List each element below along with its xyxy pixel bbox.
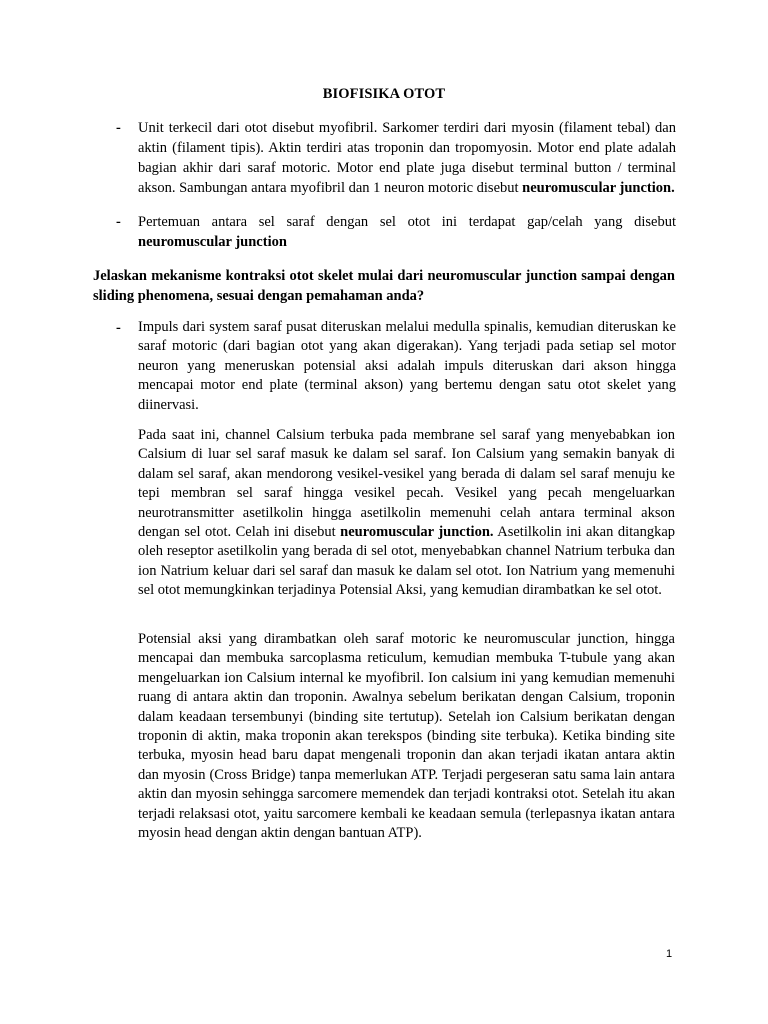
bullet-dash: -	[116, 214, 121, 230]
list-item	[116, 212, 676, 252]
bullet-body: Pertemuan antara sel saraf dengan sel otot ini terdapat gap/celah yang disebut	[138, 214, 676, 230]
paragraph-bold-term: neuromuscular junction.	[340, 524, 494, 541]
bullet-body: Unit terkecil dari otot disebut myofibril. Sarkomer terdiri dari myosin (filament tebal) dan aktin (filament tipis). Aktin terdiri atas troponin dan tropomyosin. Motor end plate adalah bagian akhir dari saraf motoric. Motor end plate juga disebut terminal button / terminal akson. Sambungan antara myofibril dan 1 neuron motoric disebut	[138, 120, 676, 196]
paragraph	[138, 426, 675, 601]
list-item	[116, 118, 676, 218]
bullet-dash: -	[116, 320, 121, 336]
page-number: 1	[666, 948, 673, 960]
bullet-bold-term: neuromuscular junction.	[522, 180, 675, 196]
list-item	[116, 318, 676, 418]
bullet-text: Impuls dari system saraf pusat diteruskan melalui medulla spinalis, kemudian diteruskan ke saraf motoric (dari bagian otot yang akan digerakan). Yang terjadi pada setiap sel motor neuron yang meneruskan potensial aksi adalah impuls diteruskan dari akson hingga mencapai motor end plate (terminal akson) yang bertemu dengan satu otot skelet yang diinervasi.	[138, 319, 676, 413]
bullet-text	[138, 212, 676, 252]
paragraph-text: Pada saat ini, channel Calsium terbuka pada membrane sel saraf yang menyebabkan ion Calsium di luar sel saraf masuk ke dalam sel saraf. Ion Calsium yang semakin banyak di dalam sel saraf, akan mendorong vesikel-vesikel yang berada di dalam sel saraf menuju ke tepi membran sel saraf hingga vesikel pecah. Vesikel yang pecah mengeluarkan neurotransmitter asetilkolin hingga asetilkolin memenuhi celah antara terminal akson dengan sel otot. Celah ini disebut	[138, 427, 675, 541]
bullet-bold-term: neuromuscular junction	[138, 234, 287, 250]
paragraph-text: Asetilkolin ini akan ditangkap oleh reseptor asetilkolin yang berada di sel otot, menyebabkan channel Natrium terbuka dan ion Natrium keluar dari sel saraf dan masuk ke dalam sel otot. Ion Natrium yang memenuhi sel otot memungkinkan terjadinya Potensial Aksi, yang kemudian dirambatkan ke sel otot.	[138, 524, 676, 599]
document-title: BIOFISIKA OTOT	[322, 86, 446, 102]
bullet-dash: -	[116, 120, 121, 136]
paragraph: Potensial aksi yang dirambatkan oleh saraf motoric ke neuromuscular junction, hingga mencapai dan membuka sarcoplasma reticulum, kemudian membuka T-tubule yang akan mengeluarkan ion Calsium internal ke myofibril. Ion calsium ini yang kemudian memenuhi ruang di antara aktin dan troponin. Awalnya sebelum berikatan dengan Calsium, troponin dalam keadaan tersembunyi (binding site tertutup). Setelah ion Calsium berikatan dengan troponin di aktin, maka troponin akan terekspos (binding site terbuka). Ketika binding site terbuka, myosin head baru dapat mengenali troponin dan akan terjadi ikatan antara aktin dan myosin (Cross Bridge) tanpa memerlukan ATP. Terjadi pergeseran satu sama lain antara aktin dan myosin sehingga sarcomere memendek dan terjadi kontraksi otot. Setelah itu akan terjadi relaksasi otot, yaitu sarcomere kembali ke keadaan semula (terlepasnya ikatan antara myosin head dengan aktin dengan bantuan ATP).	[138, 631, 675, 842]
question-heading: Jelaskan mekanisme kontraksi otot skelet mulai dari neuromuscular junction sampai dengan sliding phenomena, sesuai dengan pemahaman anda?	[93, 268, 675, 304]
bullet-text	[138, 118, 676, 198]
